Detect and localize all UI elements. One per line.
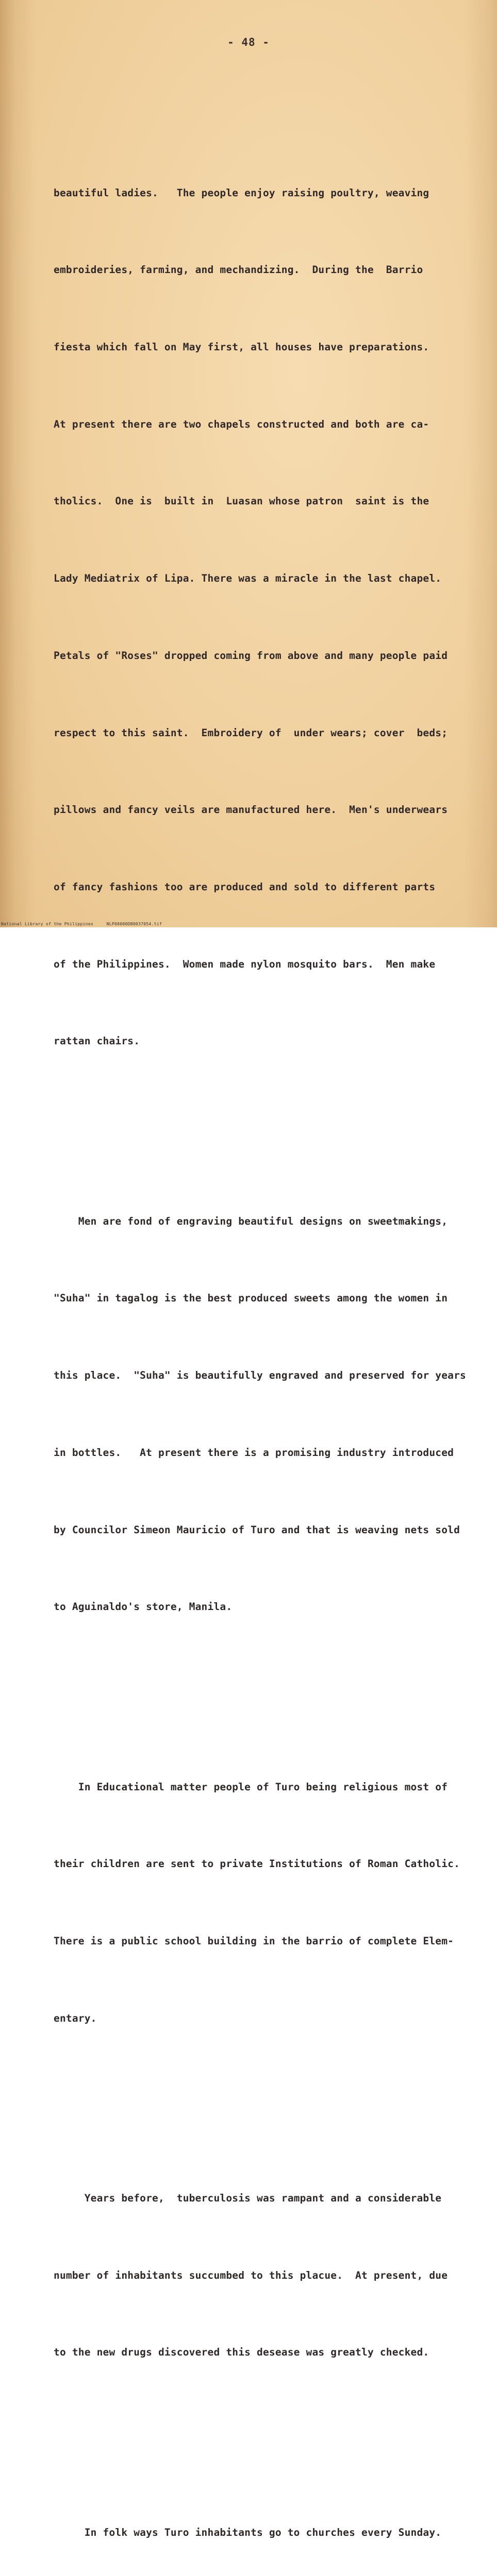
text-line: entary. <box>54 2012 97 2024</box>
text-line: "Suha" in tagalog is the best produced sweets among the women in <box>54 1292 448 1304</box>
scan-footer: National Library of the Philippines NLP00000DB0037054.tif <box>1 922 162 926</box>
text-line: this place. "Suha" is beautifully engraved and preserved for years <box>54 1369 466 1382</box>
text-line: in bottles. At present there is a promising industry introduced <box>54 1446 454 1459</box>
text-line: At present there are two chapels constructed and both are ca- <box>54 418 429 430</box>
text-line: Years before, tuberculosis was rampant and a considerable <box>54 2192 442 2204</box>
page-number: - 48 - <box>227 36 270 48</box>
text-line: of fancy fashions too are produced and sold to different parts <box>54 880 436 893</box>
text-line: by Councilor Simeon Mauricio of Turo and that is weaving nets sold <box>54 1523 460 1536</box>
text-line: There is a public school building in the barrio of complete Elem- <box>54 1935 454 1947</box>
paragraph-4 <box>54 2134 487 2417</box>
text-line: number of inhabitants succumbed to this placue. At present, due <box>54 2269 448 2281</box>
text-line: their children are sent to private Institutions of Roman Catholic. <box>54 1858 460 1870</box>
text-line: of the Philippines. Women made nylon mosquito bars. Men make <box>54 958 436 970</box>
text-line: pillows and fancy veils are manufactured here. Men's underwears <box>54 804 448 816</box>
text-line: rattan chairs. <box>54 1035 140 1047</box>
text-line: beautiful ladies. The people enjoy raising poultry, weaving <box>54 187 429 199</box>
text-line: Men are fond of engraving beautiful designs on sweetmakings, <box>54 1215 448 1227</box>
text-line: fiesta which fall on May first, all houses have preparations. <box>54 341 429 353</box>
text-line: to the new drugs discovered this desease was greatly checked. <box>54 2346 429 2359</box>
text-line: embroideries, farming, and mechandizing. During the Barrio <box>54 264 423 276</box>
body-text <box>54 77 487 2576</box>
text-line: Petals of "Roses" dropped coming from above and many people paid <box>54 649 448 662</box>
text-line: respect to this saint. Embroidery of under wears; cover beds; <box>54 726 448 739</box>
text-line: tholics. One is built in Luasan whose patron saint is the <box>54 495 429 507</box>
text-line: to Aguinaldo's store, Manila. <box>54 1601 233 1613</box>
text-line: Lady Mediatrix of Lipa. There was a miracle in the last chapel. <box>54 572 442 585</box>
paragraph-2 <box>54 1157 487 1671</box>
paragraph-1 <box>54 129 487 1106</box>
text-line: In folk ways Turo inhabitants go to churches every Sunday. <box>54 2526 442 2538</box>
text-line: In Educational matter people of Turo being religious most of <box>54 1781 448 1793</box>
paragraph-3 <box>54 1723 487 2083</box>
paragraph-5 <box>54 2468 487 2576</box>
